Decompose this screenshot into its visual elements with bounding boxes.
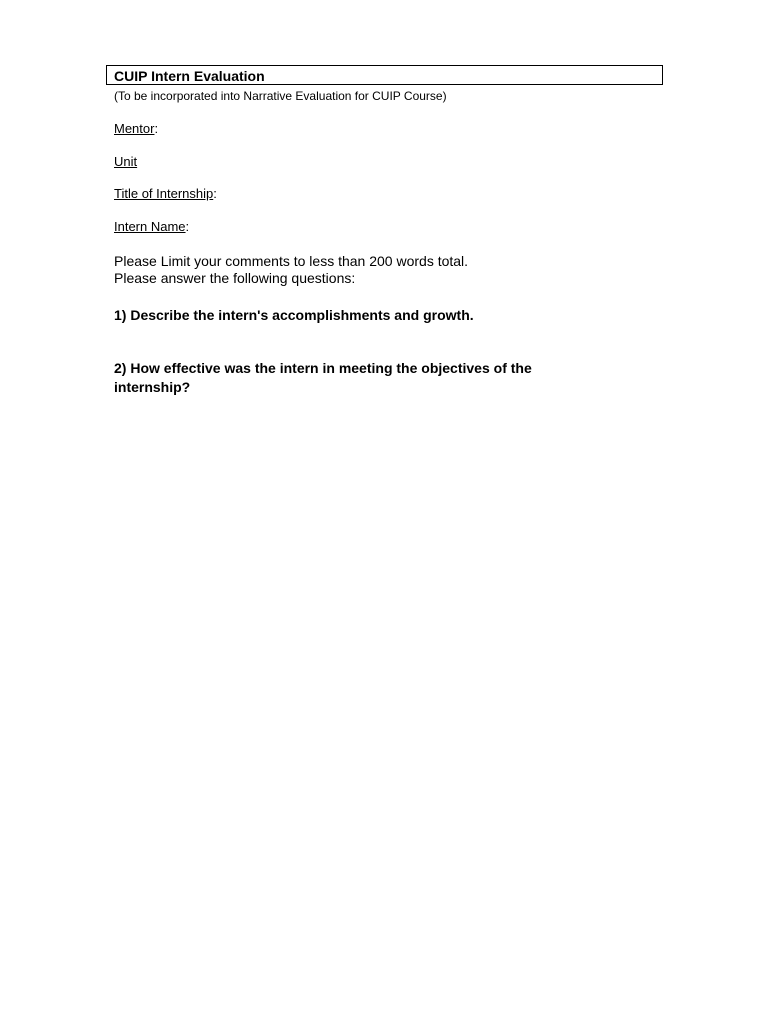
title-of-internship-label: Title of Internship bbox=[114, 186, 214, 201]
unit-field bbox=[114, 153, 137, 170]
intern-name-label: Intern Name bbox=[114, 219, 186, 234]
mentor-field bbox=[114, 120, 158, 137]
intern-name-field bbox=[114, 218, 189, 235]
intern-name-label-colon: : bbox=[185, 219, 190, 234]
form-title: CUIP Intern Evaluation bbox=[114, 68, 265, 84]
instruction-word-limit: Please Limit your comments to less than 200 words total. bbox=[114, 253, 469, 269]
instruction-answer-questions: Please answer the following questions: bbox=[114, 270, 356, 286]
form-subtitle: (To be incorporated into Narrative Evaluation for CUIP Course) bbox=[114, 89, 447, 103]
title-of-internship-label-colon: : bbox=[213, 186, 217, 201]
unit-label: Unit bbox=[114, 154, 138, 169]
mentor-label: Mentor bbox=[114, 121, 155, 136]
question-2: 2) How effective was the intern in meeting the objectives of the internship? bbox=[114, 360, 532, 395]
mentor-label-colon: : bbox=[154, 121, 159, 136]
question-1: 1) Describe the intern's accomplishments and growth. bbox=[114, 307, 474, 323]
title-of-internship-field bbox=[114, 185, 217, 202]
